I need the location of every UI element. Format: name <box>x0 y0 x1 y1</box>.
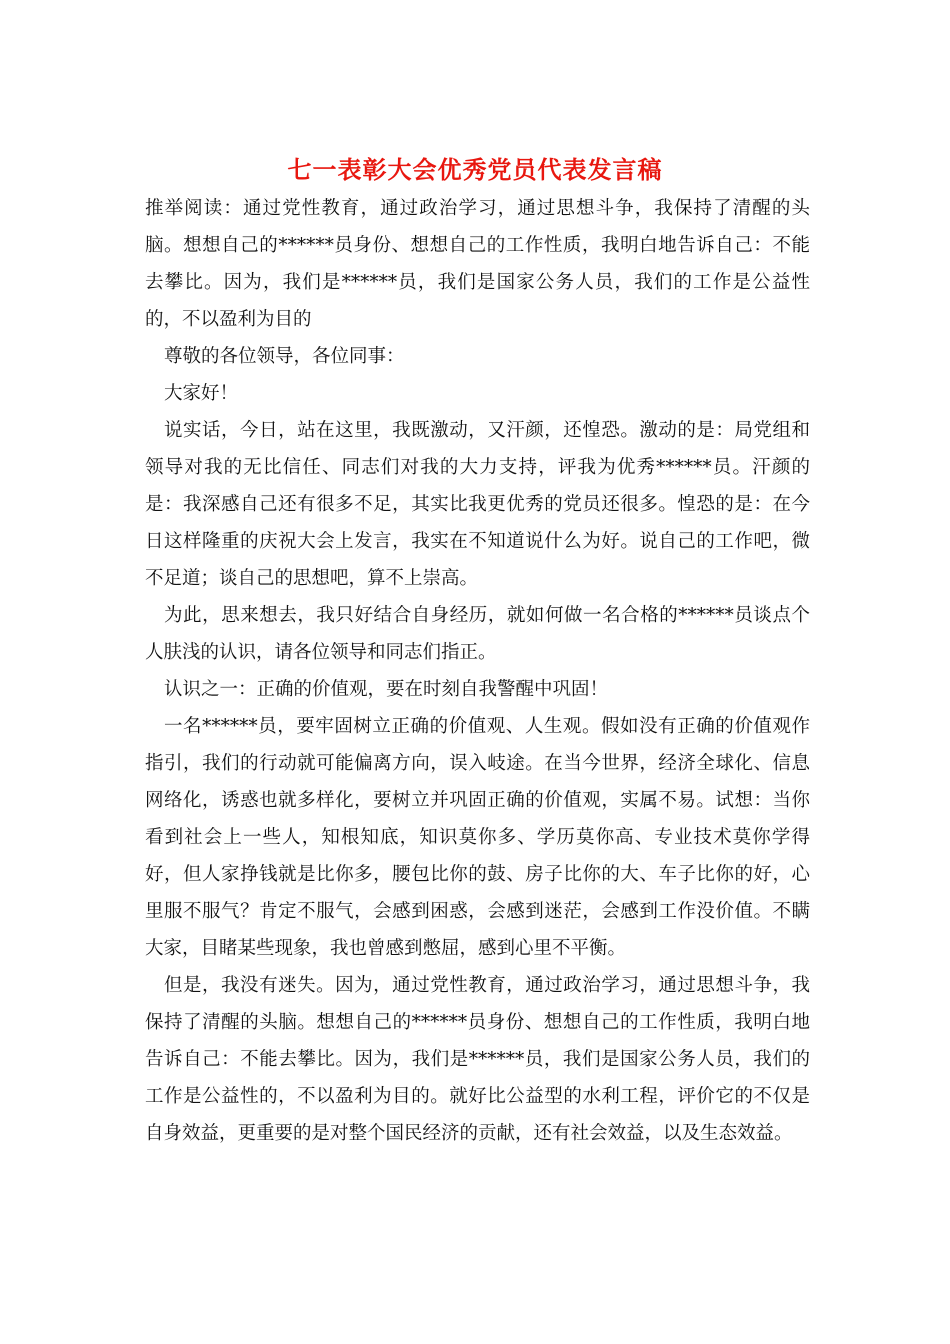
body-paragraph: 为此，思来想去，我只好结合自身经历，就如何做一名合格的******员谈点个人肤浅的认识，请各位领导和同志们指正。 <box>145 605 810 663</box>
salutation-paragraph: 尊敬的各位领导，各位同事： <box>164 346 405 367</box>
greeting-paragraph: 大家好！ <box>164 383 239 404</box>
body-paragraph: 但是，我没有迷失。因为，通过党性教育，通过政治学习，通过思想斗争，我保持了清醒的头脑。想想自己的******员身份、想想自己的工作性质，我明白地告诉自己：不能去攀比。因为，我们是******员，我们是国家公务人员，我们的工作是公益性的，不以盈利为目的。就好比公益型的水利工程，评价它的不仅是自身效益，更重要的是对整个国民经济的贡献，还有社会效益，以及生态效益。 <box>145 975 810 1144</box>
intro-paragraph: 推举阅读：通过党性教育，通过政治学习，通过思想斗争，我保持了清醒的头脑。想想自己的******员身份、想想自己的工作性质，我明白地告诉自己：不能去攀比。因为，我们是******员，我们是国家公务人员，我们的工作是公益性的，不以盈利为目的 <box>145 198 810 330</box>
body-paragraph: 说实话，今日，站在这里，我既激动，又汗颜，还惶恐。激动的是：局党组和领导对我的无比信任、同志们对我的大力支持，评我为优秀******员。汗颜的是：我深感自己还有很多不足，其实比我更优秀的党员还很多。惶恐的是：在今日这样隆重的庆祝大会上发言，我实在不知道说什么为好。说自己的工作吧，微不足道；谈自己的思想吧，算不上崇高。 <box>145 420 810 589</box>
document-title: 七一表彰大会优秀党员代表发言稿 <box>287 155 663 184</box>
section-heading-paragraph: 认识之一：正确的价值观，要在时刻自我警醒中巩固！ <box>164 679 609 700</box>
body-paragraph: 一名******员，要牢固树立正确的价值观、人生观。假如没有正确的价值观作指引，我们的行动就可能偏离方向，误入岐途。在当今世界，经济全球化、信息网络化，诱惑也就多样化，要树立并巩固正确的价值观，实属不易。试想：当你看到社会上一些人，知根知底，知识莫你多、学历莫你高、专业技术莫你学得好，但人家挣钱就是比你多，腰包比你的鼓、房子比你的大、车子比你的好，心里服不服气？肯定不服气，会感到困惑，会感到迷茫，会感到工作没价值。不瞒大家，目睹某些现象，我也曾感到憋屈，感到心里不平衡。 <box>145 716 810 959</box>
document-body <box>145 190 810 1152</box>
